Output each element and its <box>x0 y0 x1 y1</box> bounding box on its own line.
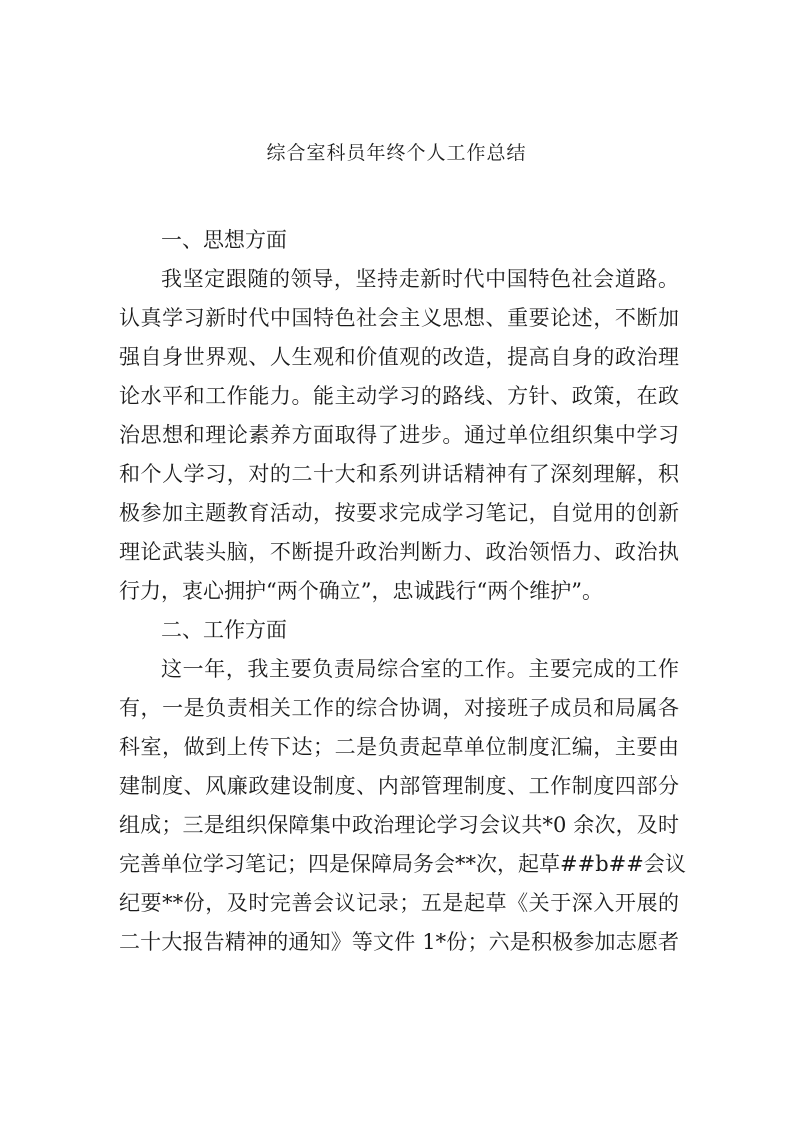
paragraph-line: 这一年，我主要负责局综合室的工作。主要完成的工作 <box>161 657 679 681</box>
section-heading: 一、思想方面 <box>161 228 287 252</box>
paragraph-line: 组成；三是组织保障集中政治理论学习会议共*0 余次，及时 <box>119 813 679 837</box>
paragraph-line: 行力，衷心拥护“两个确立”，忠诚践行“两个维护”。 <box>119 579 603 603</box>
paragraph-line: 纪要**份，及时完善会议记录；五是起草《关于深入开展的 <box>119 891 679 915</box>
document-body <box>119 221 686 962</box>
paragraph-line: 认真学习新时代中国特色社会主义思想、重要论述，不断加 <box>119 306 679 330</box>
paragraph-line: 完善单位学习笔记；四是保障局务会**次，起草##b##会议 <box>119 852 686 876</box>
paragraph-line: 理论武装头脑，不断提升政治判断力、政治领悟力、政治执 <box>119 540 679 564</box>
paragraph-line: 科室，做到上传下达；二是负责起草单位制度汇编，主要由 <box>119 735 679 759</box>
paragraph-line: 和个人学习，对的二十大和系列讲话精神有了深刻理解，积 <box>119 462 679 486</box>
document-title: 综合室科员年终个人工作总结 <box>266 142 527 164</box>
paragraph-line: 治思想和理论素养方面取得了进步。通过单位组织集中学习 <box>119 423 679 447</box>
paragraph-line: 我坚定跟随的领导，坚持走新时代中国特色社会道路。 <box>161 267 679 291</box>
paragraph-line: 极参加主题教育活动，按要求完成学习笔记，自觉用的创新 <box>119 501 679 525</box>
section-heading: 二、工作方面 <box>161 618 287 642</box>
paragraph-line: 强自身世界观、人生观和价值观的改造，提高自身的政治理 <box>119 345 679 369</box>
paragraph-line: 建制度、风廉政建设制度、内部管理制度、工作制度四部分 <box>119 774 679 798</box>
paragraph-line: 论水平和工作能力。能主动学习的路线、方针、政策，在政 <box>119 384 679 408</box>
paragraph-line: 二十大报告精神的通知》等文件 1*份；六是积极参加志愿者 <box>119 930 679 954</box>
paragraph-line: 有，一是负责相关工作的综合协调，对接班子成员和局属各 <box>119 696 679 720</box>
